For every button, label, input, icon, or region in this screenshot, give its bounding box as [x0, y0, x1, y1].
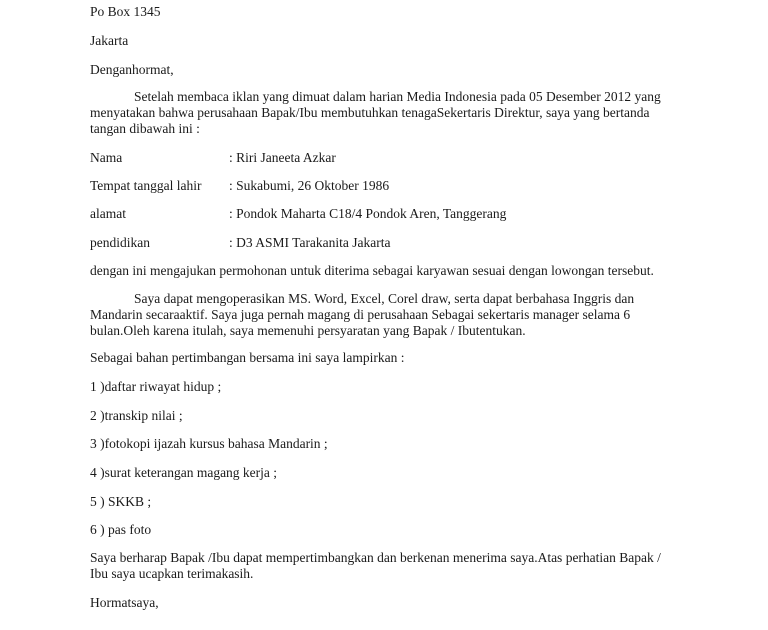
attachment-item: 6 ) pas foto	[90, 522, 152, 537]
intro-line-1: Setelah membaca iklan yang dimuat dalam harian Media Indonesia pada 05 Desember 2012 yang	[134, 89, 661, 104]
signoff: Hormatsaya,	[90, 595, 159, 610]
skills-line-1: Saya dapat mengoperasikan MS. Word, Excel, Corel draw, serta dapat berbahasa Inggris dan	[134, 291, 635, 306]
attachment-item: 5 ) SKKB ;	[90, 494, 152, 509]
attachments-intro: Sebagai bahan pertimbangan bersama ini saya lampirkan :	[90, 350, 405, 365]
intro-line-3: tangan dibawah ini :	[90, 121, 200, 136]
field-label-alamat: alamat	[90, 206, 126, 221]
skills-line-2: Mandarin secaraaktif. Saya juga pernah magang di perusahaan Sebagai sekertaris manager selama 6	[90, 307, 631, 322]
salutation: Denganhormat,	[90, 62, 174, 77]
field-value-alamat: : Pondok Maharta C18/4 Pondok Aren, Tanggerang	[229, 206, 507, 221]
address-city: Jakarta	[90, 33, 129, 48]
skills-line-3: bulan.Oleh karena itulah, saya memenuhi persyaratan yang Bapak / Ibutentukan.	[90, 323, 526, 338]
attachment-item: 4 )surat keterangan magang kerja ;	[90, 465, 278, 480]
attachment-item: 2 )transkip nilai ;	[90, 408, 183, 423]
field-value-pendidikan: : D3 ASMI Tarakanita Jakarta	[229, 235, 391, 250]
closing-line-2: Ibu saya ucapkan terimakasih.	[90, 566, 254, 581]
attachment-item: 3 )fotokopi ijazah kursus bahasa Mandarin ;	[90, 436, 328, 451]
application-statement: dengan ini mengajukan permohonan untuk diterima sebagai karyawan sesuai dengan lowongan tersebut.	[90, 263, 654, 278]
field-label-ttl: Tempat tanggal lahir	[90, 178, 202, 193]
field-value-nama: : Riri Janeeta Azkar	[229, 150, 336, 165]
field-label-pendidikan: pendidikan	[90, 235, 150, 250]
field-value-ttl: : Sukabumi, 26 Oktober 1986	[229, 178, 390, 193]
closing-line-1: Saya berharap Bapak /Ibu dapat mempertimbangkan dan berkenan menerima saya.Atas perhatian Bapak /	[90, 550, 661, 565]
attachment-item: 1 )daftar riwayat hidup ;	[90, 379, 222, 394]
address-po-box: Po Box 1345	[90, 4, 161, 19]
intro-line-2: menyatakan bahwa perusahaan Bapak/Ibu membutuhkan tenagaSekertaris Direktur, saya yang bertanda	[90, 105, 650, 120]
field-label-nama: Nama	[90, 150, 123, 165]
